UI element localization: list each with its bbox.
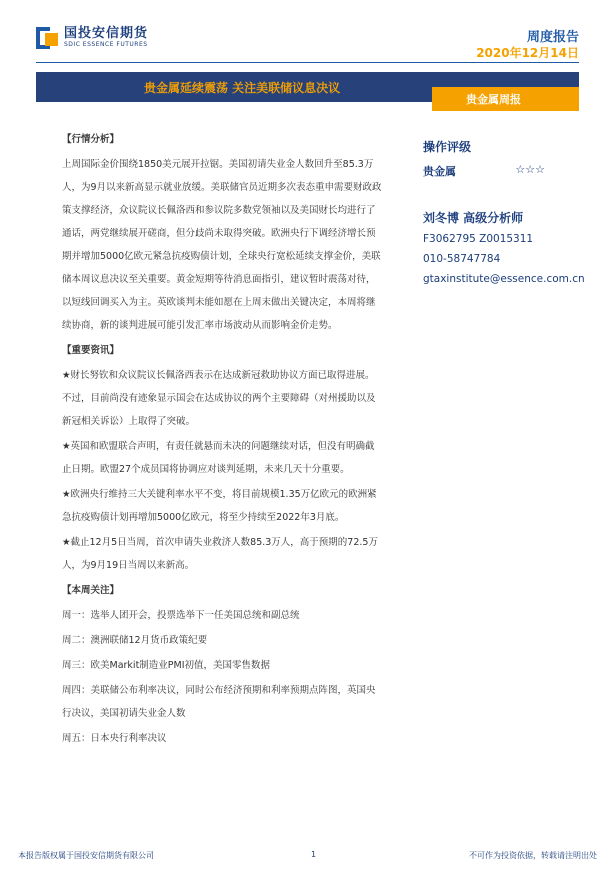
report-date: 2020年12月14日 [476,46,579,60]
weekly-focus-item: 周一：选举人团开会，投票选举下一任美国总统和副总统 [62,610,300,621]
weekly-focus-item: 周四：美联储公布利率决议，同时公布经济预期和利率预期点阵图，英国央行决议，美国初请失业金人数 [62,685,376,719]
page-number: 1 [311,850,317,859]
analyst-license: F3062795 Z0015311 [423,233,534,245]
market-analysis-title: 【行情分析】 [62,134,120,145]
news-item: ★英国和欧盟联合声明，有责任就悬而未决的问题继续对话，但没有明确截止日期。欧盟27个成员国将协调应对谈判延期，未来几天十分重要。 [62,441,375,475]
category-tag [432,87,579,111]
analyst-name: 刘冬博 高级分析师 [423,211,524,225]
key-news-title: 【重要资讯】 [62,345,120,356]
weekly-focus-item: 周五：日本央行利率决议 [62,733,167,744]
rating-label: 操作评级 [423,140,472,154]
rating-commodity: 贵金属 [423,165,456,178]
category-tag-label: 贵金属周报 [466,93,521,106]
news-item: ★欧洲央行维持三大关键利率水平不变，将目前规模1.35万亿欧元的欧洲紧急抗疫购债计划再增加5000亿欧元，将至少持续至2022年3月底。 [62,489,377,523]
logo-name-cn: 国投安信期货 [64,26,149,41]
news-item: ★财长努钦和众议院议长佩洛西表示在达成新冠救助协议方面已取得进展。不过，目前尚没有迹象显示国会在达成协议的两个主要障碍（对州援助以及新冠相关诉讼）上取得了突破。 [62,370,376,427]
company-logo [36,26,148,49]
report-type: 周度报告 [526,30,579,45]
weekly-focus-item: 周二：澳洲联储12月货币政策纪要 [62,635,208,646]
header-divider [36,62,579,63]
weekly-focus-title: 【本周关注】 [62,585,120,596]
news-item: ★截止12月5日当周，首次申请失业救济人数85.3万人，高于预期的72.5万人，为9月19日当周以来新高。 [62,537,378,571]
rating-row [423,163,545,179]
main-content [62,128,382,752]
weekly-focus-item: 周三：欧美Markit制造业PMI初值，美国零售数据 [62,660,271,671]
market-analysis-text: 上周国际金价围绕1850美元展开拉锯。美国初请失业金人数回升至85.3万人，为9月以来新高显示就业放缓。美联储官员近期多次表态重申需要财政政策支撑经济，众议院议长佩洛西和参议院多数党领袖以及美国财长均进行了通话，两党继续展开磋商，但分歧尚未取得突破。欧洲央行下调经济增长预期并增加5000亿欧元紧急抗疫购债计划，全球央行宽松延续支撑金价，美联储本周议息决议至关重要。黄金短期等待消息面指引，建议暂时震荡对待，以短线回调买入为主。英欧谈判未能如愿在上周末做出关键决定，本周将继续协商，新的谈判进展可能引发汇率市场波动从而影响金价走势。 [62,159,382,331]
sidebar [423,138,598,286]
footer-disclaimer: 不可作为投资依据，转载请注明出处 [469,851,597,860]
logo-mark-icon [36,27,58,49]
footer-copyright: 本报告版权属于国投安信期货有限公司 [18,851,154,860]
analyst-phone: 010-58747784 [423,253,501,265]
analyst-email[interactable]: gtaxinstitute@essence.com.cn [423,273,585,285]
rating-stars-icon: ☆☆☆ [515,163,545,176]
report-title: 贵金属延续震荡 关注美联储议息决议 [144,81,341,95]
logo-name-en: SDIC ESSENCE FUTURES [64,41,148,48]
